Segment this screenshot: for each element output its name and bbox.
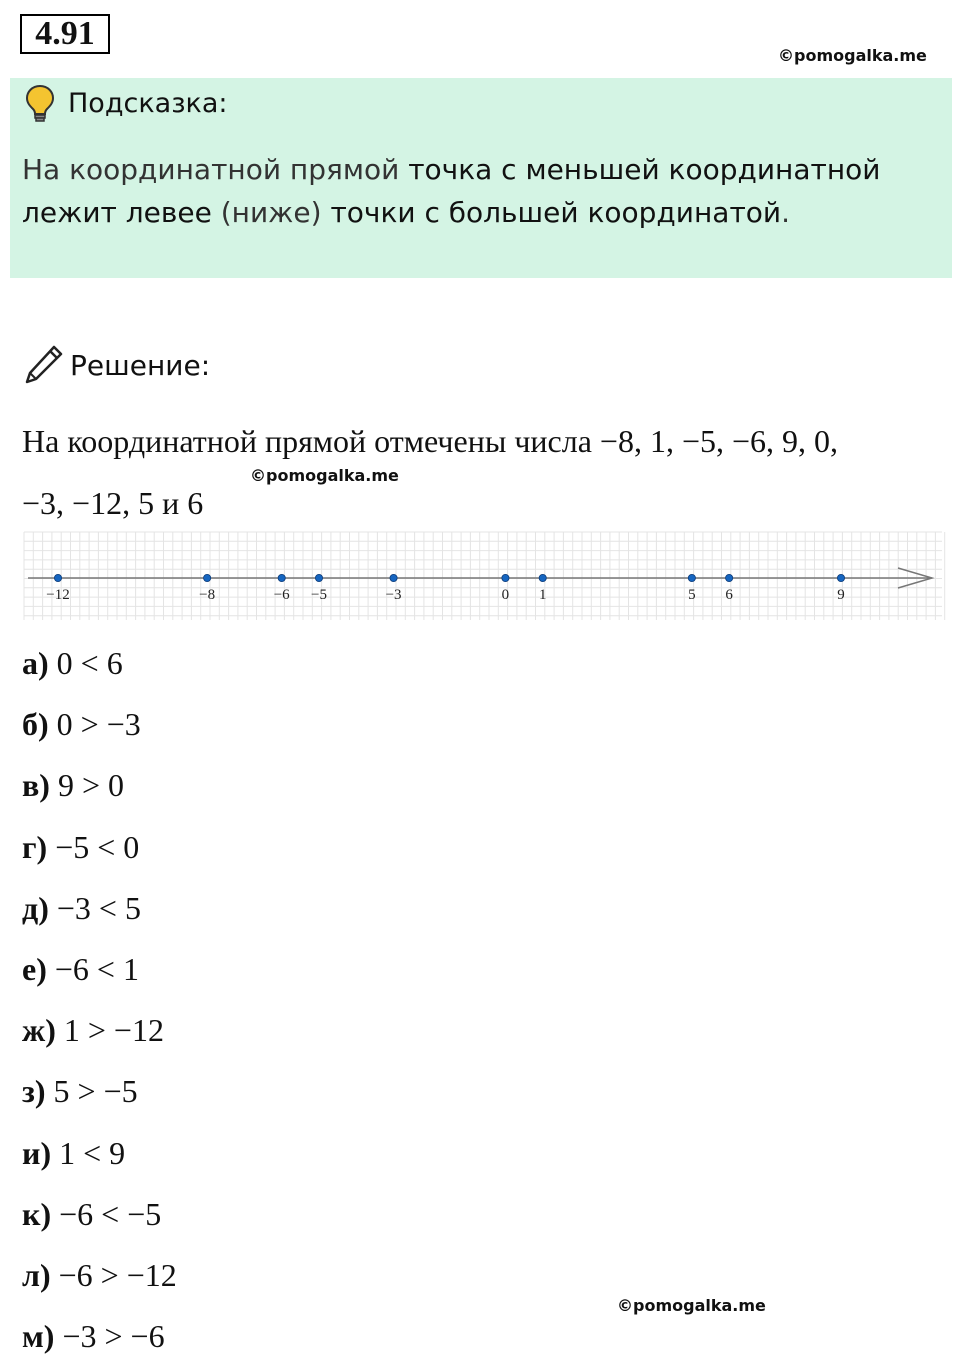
number-line-label: 5 <box>688 587 696 603</box>
answer-row <box>22 888 141 928</box>
answer-letter: м) <box>22 1318 55 1355</box>
hint-text-emphasis-1: точка с меньшей координатной лежит левее <box>22 153 881 229</box>
number-line-point <box>315 574 322 581</box>
number-line-point <box>837 574 844 581</box>
answer-expression: −6 < 1 <box>54 951 139 987</box>
answer-row <box>22 827 139 867</box>
hint-text <box>22 148 932 234</box>
answer-letter: г) <box>22 828 48 865</box>
answer-row <box>22 1071 138 1111</box>
pencil-icon <box>24 344 64 386</box>
answer-expression: 5 > −5 <box>53 1073 138 1110</box>
number-line-label: 0 <box>501 587 510 603</box>
answer-letter: д) <box>22 889 49 926</box>
answer-letter: и) <box>22 1134 52 1171</box>
number-line-label: −6 <box>273 587 290 603</box>
number-line-point <box>54 574 61 581</box>
intro-line-2: −3, −12, 5 и 6 <box>22 485 204 521</box>
number-line-grid <box>24 532 945 620</box>
hint-text-part-2: (ниже) <box>211 196 331 229</box>
answer-row <box>22 1194 161 1234</box>
number-line-point <box>390 574 397 581</box>
hint-text-part-3: . <box>781 196 790 229</box>
answer-expression: 9 > 0 <box>57 767 124 804</box>
number-line-label: −8 <box>199 587 216 603</box>
number-line-label: 9 <box>837 587 845 603</box>
number-line-label: 1 <box>538 587 547 603</box>
answer-row <box>22 704 141 744</box>
answer-letter: ж) <box>22 1012 56 1049</box>
hint-title: Подсказка: <box>68 88 228 119</box>
answer-letter: л) <box>22 1257 51 1293</box>
number-line-point <box>688 574 695 581</box>
hint-text-part-1: На координатной прямой <box>22 153 409 186</box>
solution-title: Решение: <box>70 349 211 382</box>
answer-letter: б) <box>22 706 49 743</box>
watermark-middle: ©pomogalka.me <box>250 466 399 485</box>
answer-letter: а) <box>22 645 49 681</box>
number-line-point <box>726 574 733 581</box>
intro-line-1: На координатной прямой отмечены числа −8, 1, −5, −6, 9, 0, <box>22 423 839 459</box>
answer-expression: 0 < 6 <box>56 645 123 681</box>
number-line-label: −5 <box>311 587 327 603</box>
answer-expression: 0 > −3 <box>56 706 141 743</box>
lightbulb-icon <box>24 84 56 124</box>
solution-intro <box>22 410 942 534</box>
watermark-top: ©pomogalka.me <box>778 46 927 65</box>
answer-row <box>22 643 123 683</box>
answer-expression: 1 > −12 <box>63 1012 164 1049</box>
answer-expression: −6 > −12 <box>58 1257 177 1293</box>
answer-expression: −6 < −5 <box>59 1195 162 1232</box>
answer-letter: з) <box>22 1073 46 1110</box>
number-line-point <box>278 574 285 581</box>
number-line-point <box>204 574 211 581</box>
answer-row <box>22 1255 177 1295</box>
number-line-chart <box>20 530 946 622</box>
watermark-bottom: ©pomogalka.me <box>617 1296 766 1315</box>
answer-letter: к) <box>22 1195 52 1232</box>
number-line-point <box>502 574 509 581</box>
number-line-point <box>539 574 546 581</box>
task-number: 4.91 <box>20 14 110 54</box>
answer-row <box>22 1010 164 1050</box>
answer-row <box>22 949 139 989</box>
answer-row <box>22 1133 125 1173</box>
answer-letter: е) <box>22 951 47 987</box>
number-line-label: −3 <box>385 587 402 603</box>
answer-letter: в) <box>22 767 50 804</box>
number-line-label: −12 <box>46 587 70 603</box>
number-line-label: 6 <box>725 587 733 603</box>
answer-expression: 1 < 9 <box>59 1134 126 1171</box>
answer-row <box>22 1316 165 1356</box>
hint-text-emphasis-2: точки с большей координатой <box>330 196 782 229</box>
answer-expression: −5 < 0 <box>55 828 140 865</box>
answer-expression: −3 < 5 <box>56 889 141 926</box>
answer-expression: −3 > −6 <box>62 1318 165 1355</box>
answer-row <box>22 765 124 805</box>
